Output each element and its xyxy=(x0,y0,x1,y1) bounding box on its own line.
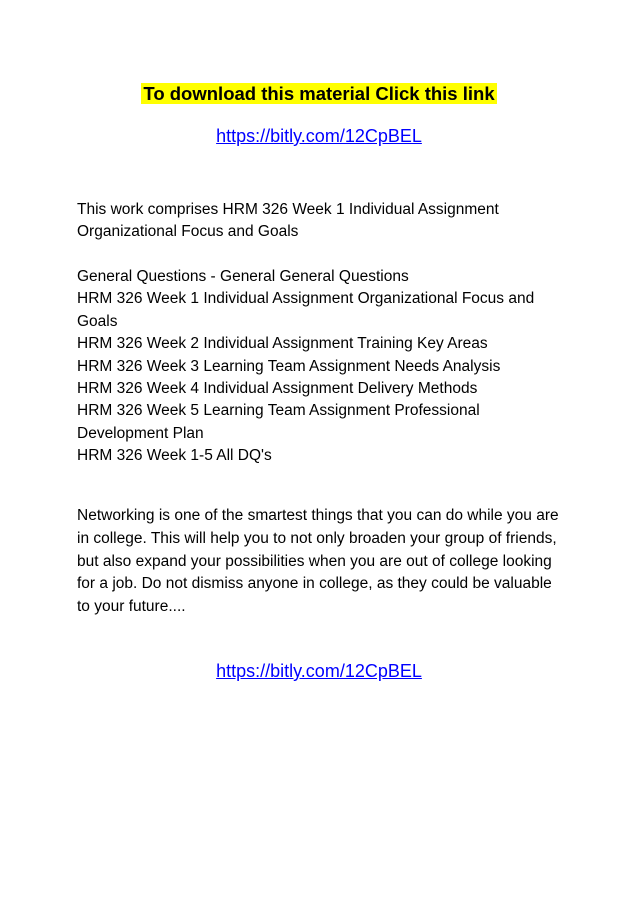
download-heading-text: To download this material Click this link xyxy=(143,83,495,104)
list-item: General Questions - General General Questions xyxy=(77,268,409,285)
list-item: HRM 326 Week 3 Learning Team Assignment Needs Analysis xyxy=(77,357,501,375)
list-item: HRM 326 Week 2 Individual Assignment Training Key Areas xyxy=(77,335,488,353)
networking-paragraph: Networking is one of the smartest things that you can do while you are in college. This will help you to not only broaden your group of friends, but also expand your possibilities when you are out of college looking for a job. Do not dismiss anyone in college, as they could be valuable to your future.... xyxy=(77,507,559,616)
download-heading xyxy=(0,80,638,108)
list-item: HRM 326 Week 1 Individual Assignment Organizational Focus and Goals xyxy=(77,290,535,330)
download-link-bottom[interactable]: https://bitly.com/12CpBEL xyxy=(216,661,422,681)
list-item: HRM 326 Week 1-5 All DQ's xyxy=(77,447,272,465)
assignment-list xyxy=(77,266,567,468)
list-item: HRM 326 Week 4 Individual Assignment Delivery Methods xyxy=(77,380,478,398)
list-item: HRM 326 Week 5 Learning Team Assignment Professional Development Plan xyxy=(77,402,480,442)
download-link-top[interactable]: https://bitly.com/12CpBEL xyxy=(216,126,422,146)
intro-text: This work comprises HRM 326 Week 1 Individual Assignment Organizational Focus and Goals xyxy=(77,201,499,241)
